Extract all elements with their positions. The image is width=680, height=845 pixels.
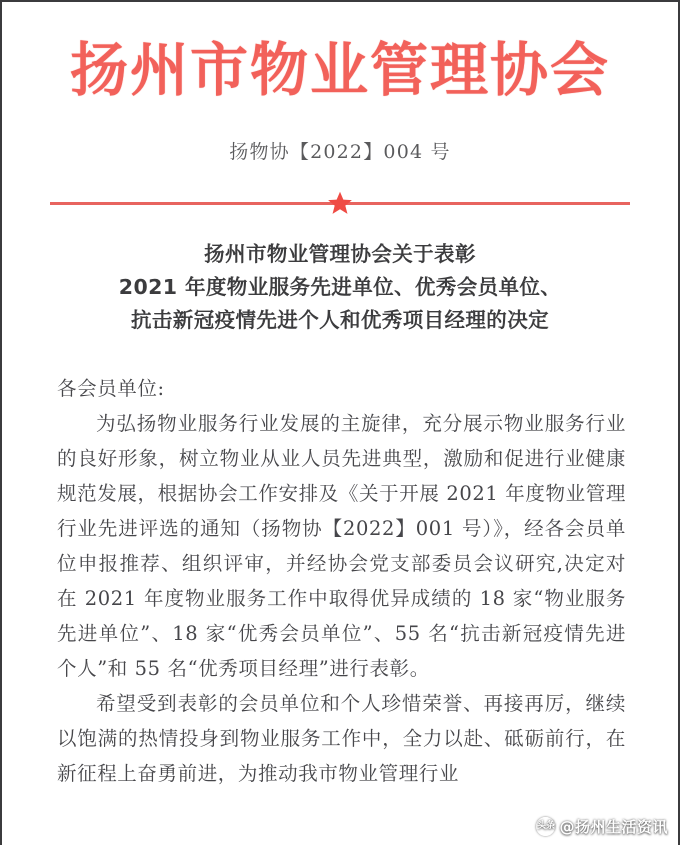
document-body bbox=[2, 2, 678, 845]
page-title bbox=[2, 238, 678, 337]
body-paragraph-2: 希望受到表彰的会员单位和个人珍惜荣誉、再接再厉，继续以饱满的热情投身到物业服务工作中，全力以赴、砥砺前行，在新征程上奋勇前进，为推动我市物业管理行业 bbox=[57, 691, 626, 785]
page-title-line-2: 2021 年度物业服务先进单位、优秀会员单位、 bbox=[118, 274, 562, 299]
salutation: 各会员单位: bbox=[57, 376, 165, 400]
body-paragraph-1: 为弘扬物业服务行业发展的主旋律，充分展示物业服务行业的良好形象，树立物业从业人员先进典型，激励和促进行业健康规范发展，根据协会工作安排及《关于开展 2021 年度物业管理行业先进评选的通知（扬物协【2022】001 号）》，经各会员单位申报推荐、组织评审，并经协会党支部委员会议研究,决定对在 2021 年度物业服务工作中取得优异成绩的 18 家“物业服务先进单位”、18 家“优秀会员单位”、55 名“抗击新冠疫情先进个人”和 55 名“优秀项目经理”进行表彰。 bbox=[57, 411, 626, 680]
watermark-brand-label: @扬州生活资讯 bbox=[559, 818, 668, 836]
document-number: 扬物协【2022】004 号 bbox=[229, 140, 451, 163]
watermark bbox=[536, 816, 668, 837]
organization-title: 扬州市物业管理协会 bbox=[69, 36, 610, 104]
page-title-line-1: 扬州市物业管理协会关于表彰 bbox=[204, 241, 476, 266]
body-text bbox=[57, 371, 626, 791]
masthead bbox=[2, 2, 678, 104]
red-separator bbox=[50, 190, 630, 216]
page-title-line-3: 抗击新冠疫情先进个人和优秀项目经理的决定 bbox=[131, 307, 549, 332]
toutiao-logo-icon: 头条 bbox=[536, 817, 555, 836]
five-point-star-icon bbox=[327, 190, 353, 216]
